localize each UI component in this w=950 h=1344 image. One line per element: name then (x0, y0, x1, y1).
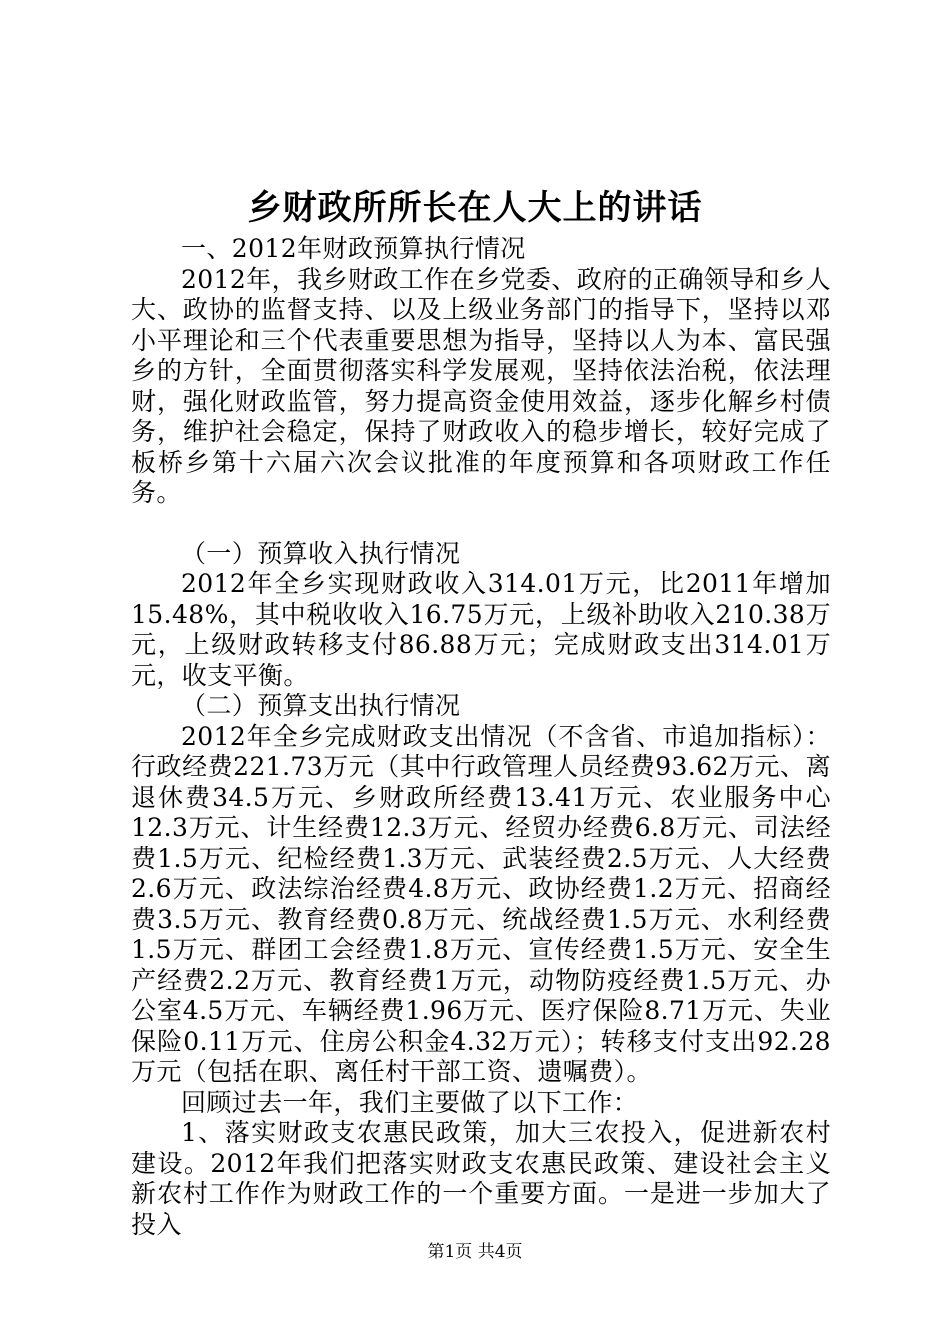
subsection-heading-revenue: （一）预算收入执行情况 (181, 538, 461, 568)
subsection-heading-expenditure: （二）预算支出执行情况 (181, 691, 461, 720)
paragraph-overview: 2012年，我乡财政工作在乡党委、政府的正确领导和乡人大、政协的监督支持、以及上级业务部门的指导下，坚持以邓小平理论和三个代表重要思想为指导，坚持以人为本、富民强乡的方针，全面贯彻落实科学发展观，坚持依法治税，依法理财，强化财政监管，努力提高资金使用效益，逐步化解乡村债务，维护社会稳定，保持了财政收入的稳步增长，较好完成了板桥乡第十六届六次会议批准的年度预算和各项财政工作任务。 (131, 264, 831, 507)
paragraph-review: 回顾过去一年，我们主要做了以下工作： (181, 1087, 639, 1117)
paragraph-work-item-1: 1、落实财政支农惠民政策，加大三农投入，促进新农村建设。2012年我们把落实财政支农惠民政策、建设社会主义新农村工作作为财政工作的一个重要方面。一是进一步加大了投入 (131, 1118, 831, 1239)
page-footer: 第1页 共4页 (427, 1242, 523, 1262)
paragraph-expenditure: 2012年全乡完成财政支出情况（不含省、市追加指标）：行政经费221.73万元（其中行政管理人员经费93.62万元、离退休费34.5万元、乡财政所经费13.41万元、农业服务中心12.3万元、计生经费12.3万元、经贸办经费6.8万元、司法经费1.5万元、纪检经费1.3万元、武装经费2.5万元、人大经费2.6万元、政法综治经费4.8万元、政协经费1.2万元、招商经费3.5万元、教育经费0.8万元、统战经费1.5万元、水利经费1.5万元、群团工会经费1.8万元、宣传经费1.5万元、安全生产经费2.2万元、教育经费1万元，动物防疫经费1.5万元、办公室4.5万元、车辆经费1.96万元、医疗保险8.71万元、失业保险0.11万元、住房公积金4.32万元）；转移支付支出92.28万元（包括在职、离任村干部工资、遗嘱费）。 (131, 721, 831, 1086)
document-body (131, 234, 831, 1240)
document-title: 乡财政所所长在人大上的讲话 (247, 188, 703, 228)
paragraph-revenue: 2012年全乡实现财政收入314.01万元，比2011年增加15.48%，其中税收收入16.75万元，上级补助收入210.38万元，上级财政转移支付86.88万元；完成财政支出314.01万元，收支平衡。 (131, 569, 831, 690)
section-heading-1: 一、2012年财政预算执行情况 (181, 234, 526, 263)
paragraph-spacer (131, 509, 831, 539)
